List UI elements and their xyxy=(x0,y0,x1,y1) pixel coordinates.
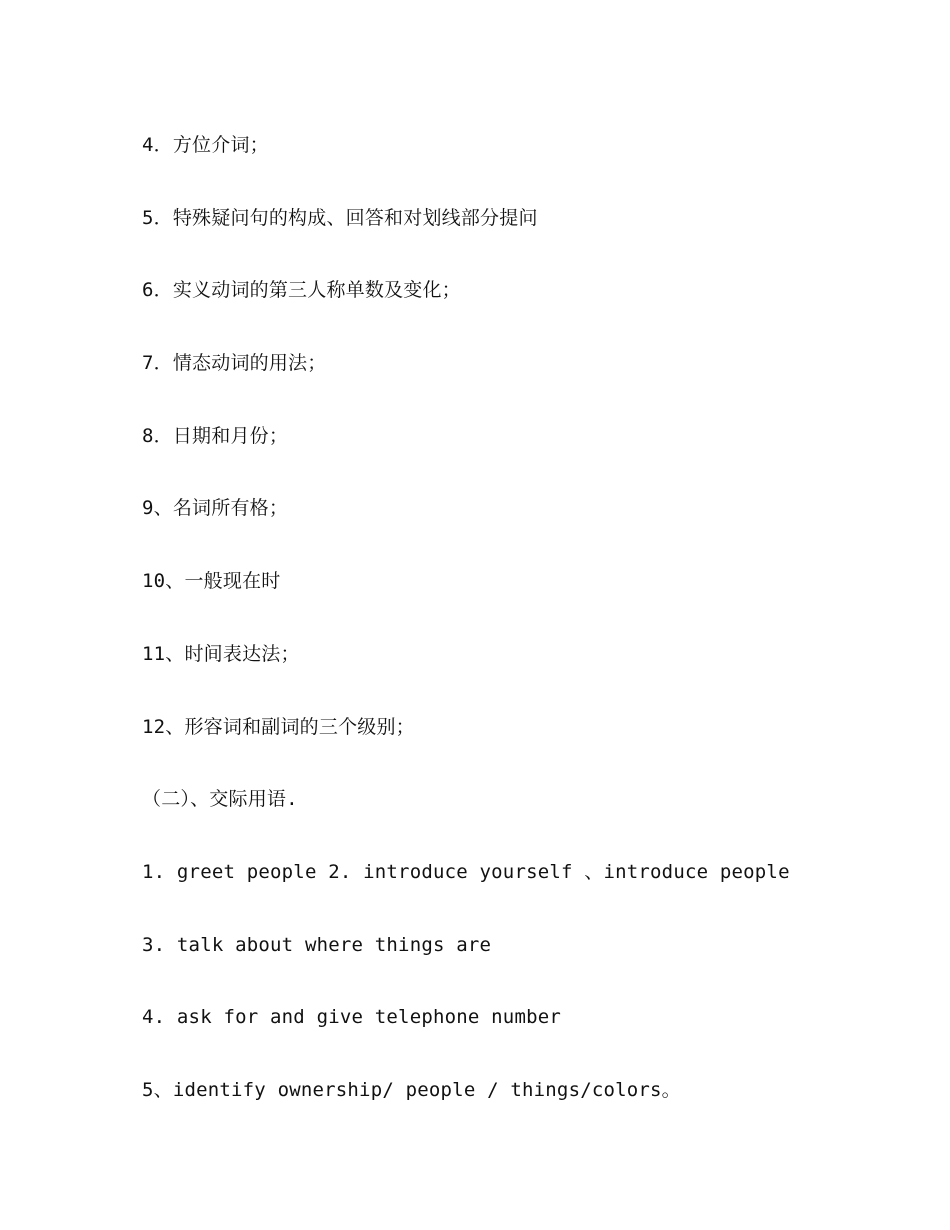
text-line: 9、名词所有格； xyxy=(142,497,289,520)
document-body xyxy=(142,127,902,1145)
text-line: 10、一般现在时 xyxy=(142,570,281,593)
text-line: 7．情态动词的用法； xyxy=(142,352,327,375)
text-line: 8．日期和月份； xyxy=(142,424,289,447)
text-line: 3. talk about where things are xyxy=(142,933,492,956)
text-line: 1. greet people 2. introduce yourself 、introduce people xyxy=(142,860,790,883)
text-line: 5．特殊疑问句的构成、回答和对划线部分提问 xyxy=(142,206,538,229)
text-line: 4. ask for and give telephone number xyxy=(142,1006,562,1029)
section-heading: （二）、交际用语. xyxy=(142,788,298,811)
text-line: 11、时间表达法； xyxy=(142,642,300,665)
text-line: 6．实义动词的第三人称单数及变化； xyxy=(142,279,461,302)
text-line: 4．方位介词； xyxy=(142,134,269,156)
text-line: 12、形容词和副词的三个级别； xyxy=(142,715,415,738)
text-line: 5、identify ownership/ people / things/colors。 xyxy=(142,1078,681,1101)
